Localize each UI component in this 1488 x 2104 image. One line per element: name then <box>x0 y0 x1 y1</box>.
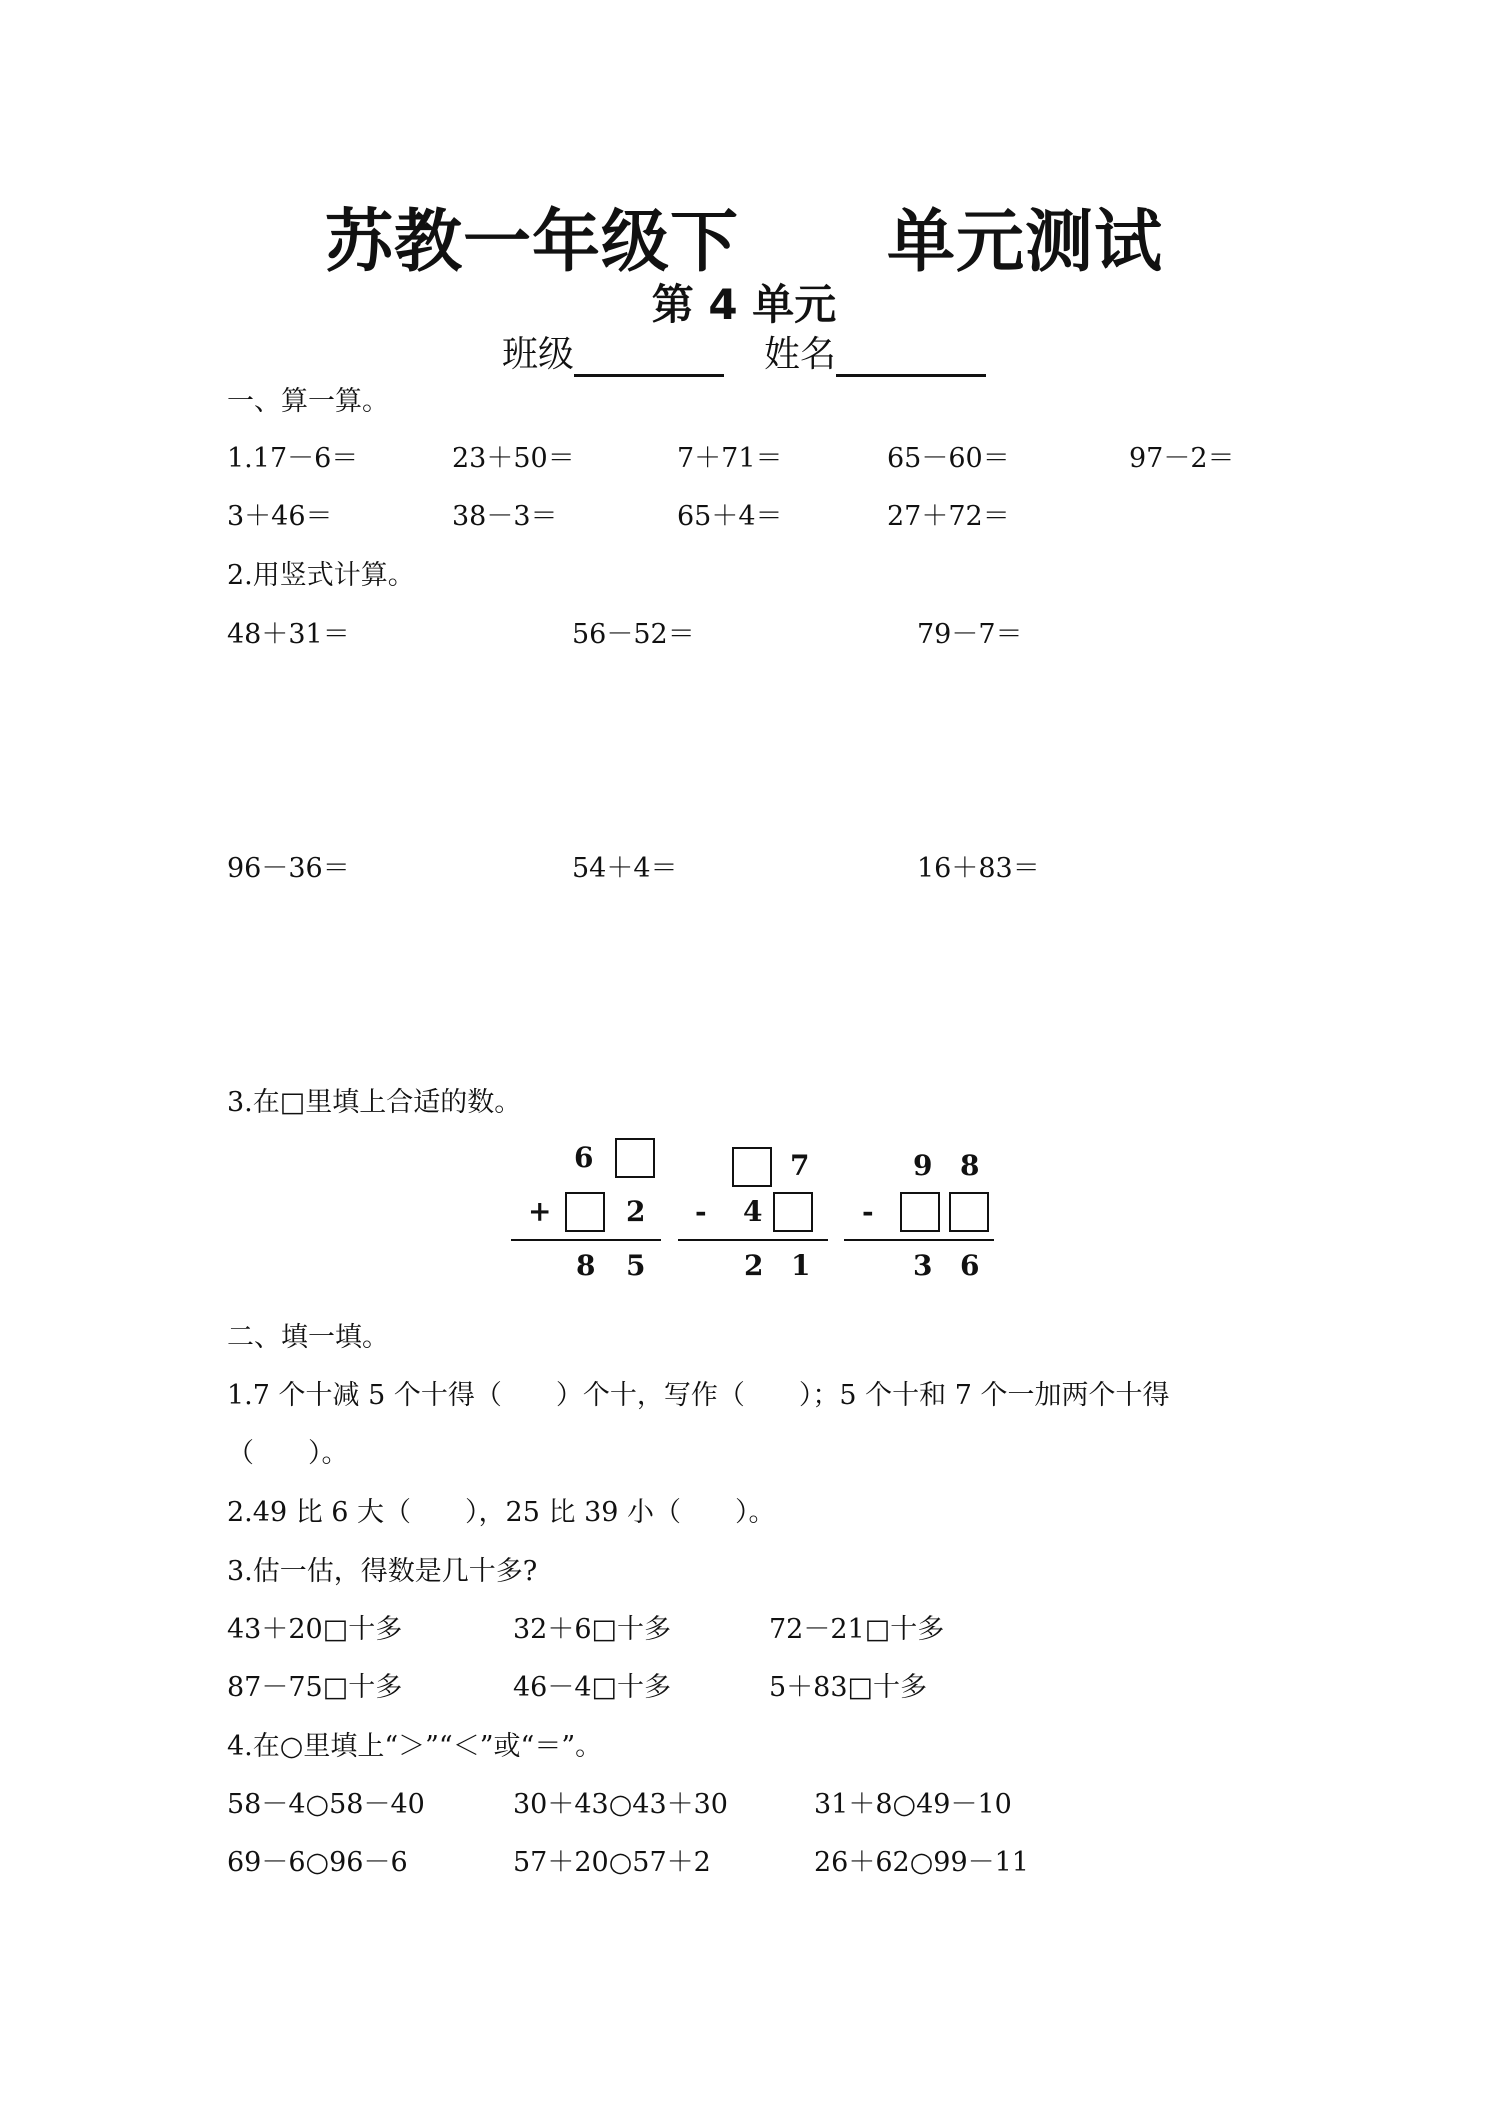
difference-line <box>678 1239 828 1241</box>
calc-item: 27＋72＝ <box>887 501 1010 532</box>
calc-item: 65－60＝ <box>887 443 1010 474</box>
vertical-calc-item: 16＋83＝ <box>917 853 1040 884</box>
compare-item: 26＋62○99－11 <box>814 1847 1029 1878</box>
operator: - <box>862 1195 874 1228</box>
answer-box[interactable] <box>565 1192 605 1232</box>
name-label: 姓名 <box>764 334 837 375</box>
answer-box[interactable] <box>732 1147 772 1187</box>
digit: 4 <box>743 1195 763 1228</box>
calc-item: 3＋46＝ <box>227 501 333 532</box>
fill-box-problems <box>508 1135 1008 1285</box>
digit: 3 <box>913 1249 933 1282</box>
q2-heading: 2.用竖式计算。 <box>227 560 415 591</box>
answer-box[interactable] <box>949 1192 989 1232</box>
page-title: 苏教一年级下 单元测试 <box>324 203 1164 282</box>
sum-line <box>511 1239 661 1241</box>
student-info <box>0 326 1488 377</box>
digit: 8 <box>960 1149 980 1182</box>
part2-q3-heading: 3.估一估，得数是几十多? <box>227 1556 538 1587</box>
digit: 2 <box>744 1249 764 1282</box>
calc-item: 65＋4＝ <box>677 501 783 532</box>
estimate-item: 43＋20□十多 <box>227 1614 403 1645</box>
digit: 6 <box>960 1249 980 1282</box>
vertical-calc-item: 56－52＝ <box>572 619 695 650</box>
answer-box[interactable] <box>773 1192 813 1232</box>
vertical-calc-item: 96－36＝ <box>227 853 350 884</box>
digit: 1 <box>791 1249 811 1282</box>
digit: 5 <box>626 1249 646 1282</box>
operator: + <box>528 1195 552 1228</box>
calc-item: 1.17－6＝ <box>227 443 359 474</box>
estimate-item: 32＋6□十多 <box>513 1614 672 1645</box>
compare-item: 58－4○58－40 <box>227 1789 425 1820</box>
estimate-item: 87－75□十多 <box>227 1672 403 1703</box>
class-label: 班级 <box>501 334 574 375</box>
q3-heading: 3.在□里填上合适的数。 <box>227 1087 522 1118</box>
vertical-calc-item: 79－7＝ <box>917 619 1023 650</box>
compare-item: 57＋20○57＋2 <box>513 1847 711 1878</box>
digit: 8 <box>576 1249 596 1282</box>
digit: 2 <box>626 1195 646 1228</box>
vertical-calc-item: 48＋31＝ <box>227 619 350 650</box>
answer-box[interactable] <box>615 1138 655 1178</box>
estimate-item: 72－21□十多 <box>769 1614 945 1645</box>
class-field <box>502 326 724 377</box>
class-blank[interactable] <box>574 334 724 377</box>
part2-q2: 2.49 比 6 大（ ），25 比 39 小（ ）。 <box>227 1497 776 1528</box>
digit: 9 <box>913 1149 933 1182</box>
part2-q1-line1: 1.7 个十减 5 个十得（ ）个十，写作（ ）；5 个十和 7 个一加两个十得 <box>227 1380 1170 1411</box>
calc-item: 7＋71＝ <box>677 443 783 474</box>
answer-box[interactable] <box>900 1192 940 1232</box>
operator: - <box>695 1195 707 1228</box>
compare-item: 69－6○96－6 <box>227 1847 408 1878</box>
part1-heading: 一、算一算。 <box>227 386 389 417</box>
name-field <box>764 326 986 377</box>
part2-q4-heading: 4.在○里填上“＞”“＜”或“＝”。 <box>227 1731 603 1762</box>
calc-item: 23＋50＝ <box>452 443 575 474</box>
vertical-calc-item: 54＋4＝ <box>572 853 678 884</box>
name-blank[interactable] <box>836 334 986 377</box>
part2-q1-line2: （ ）。 <box>227 1438 349 1469</box>
part2-heading: 二、填一填。 <box>227 1322 389 1353</box>
difference-line <box>844 1239 994 1241</box>
compare-item: 30＋43○43＋30 <box>513 1789 728 1820</box>
unit-subtitle: 第 4 单元 <box>651 280 837 329</box>
calc-item: 38－3＝ <box>452 501 558 532</box>
estimate-item: 5＋83□十多 <box>769 1672 928 1703</box>
calc-item: 97－2＝ <box>1129 443 1235 474</box>
digit: 6 <box>574 1141 594 1174</box>
digit: 7 <box>790 1149 810 1182</box>
compare-item: 31＋8○49－10 <box>814 1789 1012 1820</box>
estimate-item: 46－4□十多 <box>513 1672 672 1703</box>
